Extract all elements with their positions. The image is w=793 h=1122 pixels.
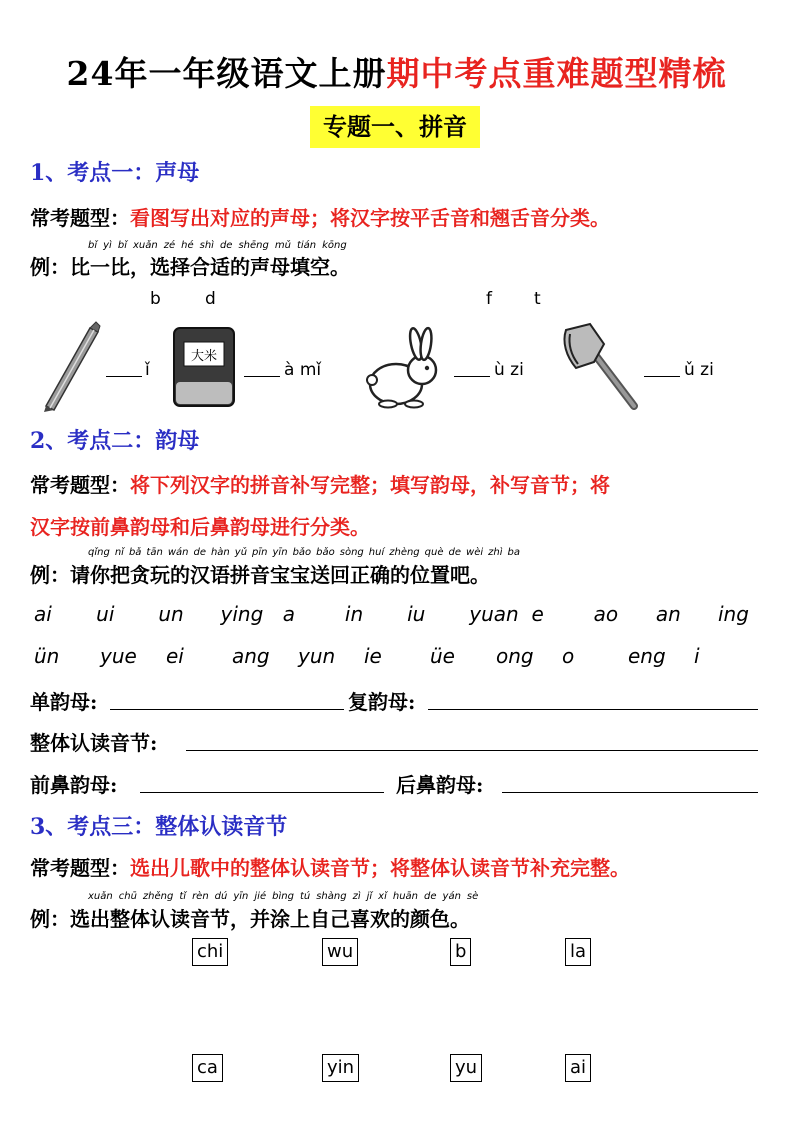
axe-icon (560, 318, 646, 410)
pinyin-syllable: tǐ (179, 891, 187, 902)
type-text: 看图写出对应的声母；将汉字按平舌音和翘舌音分类。 (130, 206, 610, 230)
syllable-box-la[interactable]: la (565, 938, 591, 966)
pinyin-syllable: huān (392, 891, 419, 902)
fill-compound-label: 复韵母: (348, 690, 416, 714)
example-text: 请你把贪玩的汉语拼音宝宝送回正确的位置吧。 (70, 563, 490, 587)
section-2-type-line-1 (30, 469, 610, 498)
example-char: 母 (270, 255, 290, 279)
option-f: f (486, 289, 492, 309)
example-char: 适 (210, 255, 230, 279)
yunmu-item[interactable]: ao (593, 602, 619, 626)
pinyin-syllable: wèi (466, 547, 484, 558)
section-2-example (30, 559, 490, 588)
example-char: 一 (90, 255, 110, 279)
pinyin-syllable: chū (118, 891, 137, 902)
pinyin-syllable: yán (442, 891, 461, 902)
pinyin-syllable: hàn (210, 547, 230, 558)
page-subtitle: 专题一、拼音 (310, 106, 480, 148)
fill-single-blank[interactable] (110, 709, 344, 710)
pinyin-syllable: de (424, 891, 437, 902)
syllable-box-ai[interactable]: ai (565, 1054, 591, 1082)
example-label: 例： (30, 907, 70, 931)
suffix-2: à mǐ (284, 360, 322, 380)
pinyin-syllable: zé (163, 240, 176, 251)
fill-back-blank[interactable] (502, 792, 758, 793)
fill-single-label: 单韵母: (30, 690, 98, 714)
section-2-type-line-2 (30, 511, 370, 540)
yunmu-item[interactable]: ying (220, 602, 264, 626)
syllable-box-chi[interactable]: chi (192, 938, 228, 966)
pinyin-syllable: jǐ (366, 891, 373, 902)
example-char: 的 (230, 255, 250, 279)
example-char: 选 (150, 255, 170, 279)
pinyin-syllable: qǐng (88, 547, 110, 558)
yunmu-item[interactable]: ing (718, 602, 749, 626)
rice-bag-text: 大米 (190, 349, 218, 364)
pinyin-syllable: de (219, 240, 233, 251)
pinyin-syllable: zì (352, 891, 361, 902)
fill-compound-blank[interactable] (428, 709, 758, 710)
section-3-example-pinyin (88, 891, 484, 902)
syllable-box-b[interactable]: b (450, 938, 471, 966)
pinyin-syllable: rèn (192, 891, 209, 902)
section-2-heading: 2、考点二：韵母 (30, 428, 200, 454)
example-label: 例： (30, 255, 70, 279)
fill-whole-label: 整体认读音节: (30, 731, 158, 755)
blank-1[interactable] (106, 376, 142, 377)
title-red: 期中考点重难题型精梳 (386, 54, 727, 93)
page-title (0, 48, 793, 95)
pinyin-syllable: xuǎn (132, 240, 158, 251)
pinyin-syllable: shēng (238, 240, 269, 251)
pinyin-syllable: zhèng (389, 547, 420, 558)
pinyin-syllable: què (424, 547, 444, 558)
pinyin-syllable: wán (167, 547, 189, 558)
suffix-1: ǐ (145, 360, 150, 380)
title-black: 24年一年级语文上册 (66, 54, 387, 93)
syllable-box-yin[interactable]: yin (322, 1054, 359, 1082)
pinyin-syllable: tú (299, 891, 311, 902)
section-2-example-pinyin (88, 547, 525, 558)
pinyin-syllable: xuǎn (88, 891, 113, 902)
yunmu-item[interactable]: ei (166, 644, 184, 668)
rabbit-icon (362, 326, 446, 410)
pinyin-syllable: yì (103, 240, 112, 251)
pinyin-syllable: bǎo (292, 547, 312, 558)
pinyin-syllable: bǐ (88, 240, 98, 251)
rice-bag-icon (170, 322, 238, 410)
yunmu-item[interactable]: iu (407, 602, 426, 626)
yunmu-item[interactable]: a (282, 602, 295, 626)
pinyin-syllable: zhì (488, 547, 503, 558)
blank-4[interactable] (644, 376, 680, 377)
section-3-type (30, 852, 630, 881)
pencil-icon (38, 320, 104, 412)
pinyin-syllable: nǐ (114, 547, 124, 558)
fill-whole-blank[interactable] (186, 750, 758, 751)
yunmu-item[interactable]: in (344, 602, 364, 626)
yunmu-item[interactable]: yun (298, 644, 336, 668)
pinyin-syllable: bìng (272, 891, 294, 902)
syllable-box-yu[interactable]: yu (450, 1054, 482, 1082)
pinyin-syllable: yīn (233, 891, 249, 902)
example-char: 空 (310, 255, 330, 279)
blank-2[interactable] (244, 376, 280, 377)
pinyin-syllable: tān (146, 547, 163, 558)
example-char: 声 (250, 255, 270, 279)
fill-back-label: 后鼻韵母: (396, 773, 484, 797)
yunmu-item[interactable]: ong (496, 644, 534, 668)
type-text-1: 将下列汉字的拼音补写完整；填写韵母，补写音节；将 (130, 473, 610, 497)
syllable-box-ca[interactable]: ca (192, 1054, 223, 1082)
yunmu-item[interactable]: o (562, 644, 575, 668)
pinyin-syllable: zhěng (142, 891, 174, 902)
fill-front-blank[interactable] (140, 792, 384, 793)
section-1-example (30, 251, 350, 280)
example-char: 合 (190, 255, 210, 279)
example-char: 填 (290, 255, 310, 279)
type-label: 常考题型： (30, 473, 130, 497)
example-label: 例： (30, 563, 70, 587)
example-char: ， (130, 255, 150, 279)
suffix-4: ǔ zi (684, 360, 714, 380)
yunmu-item[interactable]: an (655, 602, 681, 626)
type-text-2: 汉字按前鼻韵母和后鼻韵母进行分类。 (30, 515, 370, 539)
section-1-type (30, 202, 610, 231)
pinyin-syllable: tián (296, 240, 317, 251)
yunmu-item[interactable]: eng (628, 644, 666, 668)
yunmu-item[interactable]: yue (100, 644, 137, 668)
pinyin-syllable: sòng (339, 547, 364, 558)
option-b: b (150, 289, 161, 309)
yunmu-item[interactable]: yuan (469, 602, 519, 626)
option-d: d (205, 289, 216, 309)
pinyin-syllable: dú (214, 891, 228, 902)
suffix-3: ù zi (494, 360, 524, 380)
yunmu-item[interactable]: üe (430, 644, 455, 668)
yunmu-item[interactable]: ui (96, 602, 115, 626)
yunmu-item[interactable]: ai (34, 602, 52, 626)
yunmu-item[interactable]: ün (34, 644, 60, 668)
pinyin-syllable: bǎo (316, 547, 335, 558)
pinyin-syllable: pīn (252, 547, 268, 558)
blank-3[interactable] (454, 376, 490, 377)
example-char: 比 (70, 255, 90, 279)
syllable-box-wu[interactable]: wu (322, 938, 358, 966)
yunmu-item[interactable]: ang (232, 644, 270, 668)
example-char: 。 (330, 255, 350, 279)
section-3-heading: 3、考点三：整体认读音节 (30, 814, 288, 840)
pinyin-syllable: sè (466, 891, 479, 902)
pinyin-syllable: shàng (316, 891, 347, 902)
pinyin-syllable: kōng (322, 240, 347, 251)
pinyin-syllable: jié (254, 891, 267, 902)
example-char: 择 (170, 255, 190, 279)
pinyin-syllable: de (448, 547, 462, 558)
pinyin-syllable: mǔ (274, 240, 291, 251)
pinyin-syllable: huí (368, 547, 385, 558)
pinyin-syllable: bǐ (117, 240, 127, 251)
type-label: 常考题型： (30, 206, 130, 230)
section-1-example-pinyin (88, 240, 353, 251)
option-t: t (534, 289, 541, 309)
example-text: 选出整体认读音节，并涂上自己喜欢的颜色。 (70, 907, 470, 931)
pinyin-syllable: bǎ (128, 547, 142, 558)
yunmu-item[interactable]: un (158, 602, 184, 626)
yunmu-item[interactable]: i (694, 644, 700, 668)
pinyin-syllable: shì (199, 240, 214, 251)
yunmu-item[interactable]: ie (364, 644, 382, 668)
pinyin-syllable: xǐ (378, 891, 387, 902)
example-char: 比 (110, 255, 130, 279)
yunmu-item[interactable]: e (531, 602, 544, 626)
fill-front-label: 前鼻韵母: (30, 773, 118, 797)
pinyin-syllable: hé (181, 240, 194, 251)
section-3-example (30, 903, 470, 932)
pinyin-syllable: ba (507, 547, 520, 558)
type-text: 选出儿歌中的整体认读音节；将整体认读音节补充完整。 (130, 856, 630, 880)
type-label: 常考题型： (30, 856, 130, 880)
pinyin-syllable: yǔ (234, 547, 248, 558)
section-1-heading: 1、考点一：声母 (30, 160, 200, 186)
pinyin-syllable: de (193, 547, 206, 558)
pinyin-syllable: yīn (272, 547, 288, 558)
